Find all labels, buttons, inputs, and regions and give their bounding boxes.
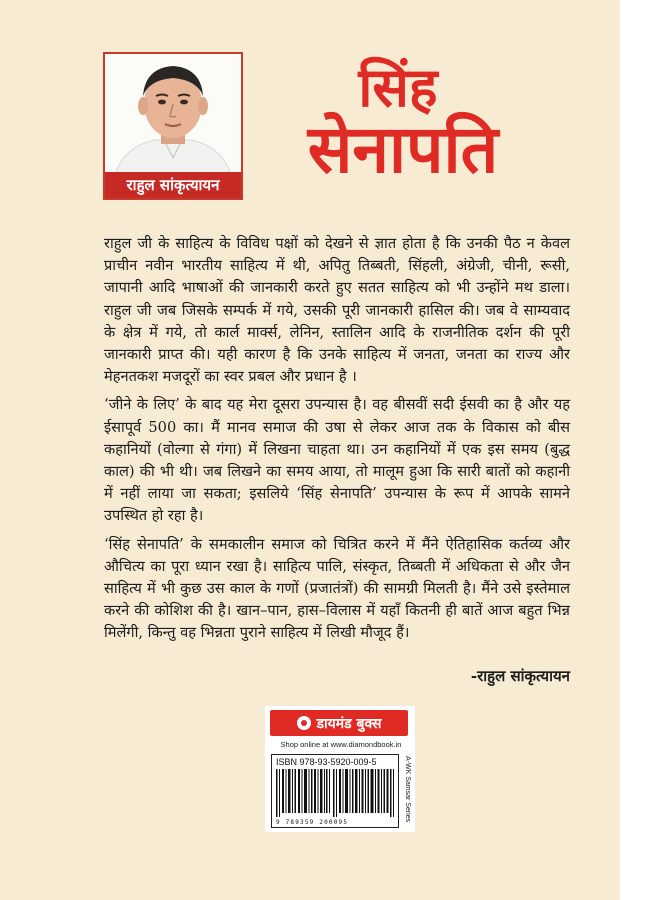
author-name-label: राहुल सांकृत्यायन (105, 172, 241, 198)
isbn-barcode (271, 754, 399, 828)
author-portrait (103, 52, 243, 200)
blurb-paragraph-1: राहुल जी के साहित्य के विविध पक्षों को देखने से ज्ञात होता है कि उनकी पैठ न केवल प्राचीन नवीन भारतीय साहित्य में थी, अपितु तिब्बती, सिंहली, अंग्रेजी, चीनी, रूसी, जापानी आदि भाषाओं की जानकारी करते हुए सतत साहित्य को भी उन्होंने मथ डाला। राहुल जी जब जिसके सम्पर्क में गये, उसकी पूरी जानकारी हासिल की। जब वे साम्यवाद के क्षेत्र में गये, तो कार्ल मार्क्स, लेनिन, स्तालिन आदि के राजनीतिक दर्शन की पूरी जानकारी प्राप्त की। यही कारण है कि उनके साहित्य में जनता, जनता का राज्य और मेहनतकश मजदूरों का स्वर प्रबल और प्रधान है । (104, 235, 570, 386)
diamond-logo-icon (297, 716, 311, 730)
author-signature: -राहुल सांकृत्यायन (470, 667, 570, 685)
series-code: A-WK Samsar Series (404, 756, 411, 823)
publisher-block (265, 706, 415, 832)
barcode-digits: 9 789359 200095 (276, 819, 349, 826)
shop-online-text: Shop online at www.diamondbook.in (280, 740, 402, 749)
book-title-line-1: सिंह (358, 56, 438, 119)
blurb-paragraph-2: ‘जीने के लिए’ के बाद यह मेरा दूसरा उपन्यास है। वह बीसवीं सदी ईसवी का है और यह ईसापूर्व 500 का। मैं मानव समाज की उषा से लेकर आज तक के विकास को बीस कहानियों (वोल्गा से गंगा) में लिखना चाहता था। उन कहानियों में एक इस समय (बुद्ध काल) की भी थी। जब लिखने का समय आया, तो मालूम हुआ कि सारी बातों को कहानी में नहीं लाया जा सकता; इसलिये ‘सिंह सेनापति’ उपन्यास के रूप में आपके सामने उपस्थित हो रहा है। (104, 396, 570, 525)
blurb-paragraph-3: ‘सिंह सेनापति’ के समकालीन समाज को चित्रित करने में मैंने ऐतिहासिक कर्तव्य और औचित्य का पूरा ध्यान रखा है। साहित्य पालि, संस्कृत, तिब्बती में अधिकता से और जैन साहित्य में भी कुछ उस काल के गणों (प्रजातंत्रों) की सामग्री मिलती है। मैंने उसे इस्तेमाल करने की कोशिश की है। खान–पान, हास–विलास में यहाँ कितनी ही बातें आज बहुत भिन्न मिलेंगी, किन्तु वह भिन्नता पुराने साहित्य में लिखी मौजूद हैं। (104, 535, 570, 642)
publisher-logo (270, 710, 408, 736)
publisher-logo-text: डायमंड बुक्स (316, 715, 382, 732)
barcode-icon (276, 769, 396, 817)
book-title-line-2: सेनापति (307, 111, 499, 188)
author-photo-icon (105, 54, 241, 174)
isbn-number: ISBN 978-93-5920-009-5 (276, 757, 377, 767)
book-blurb (104, 233, 570, 651)
page-margin (620, 0, 660, 900)
